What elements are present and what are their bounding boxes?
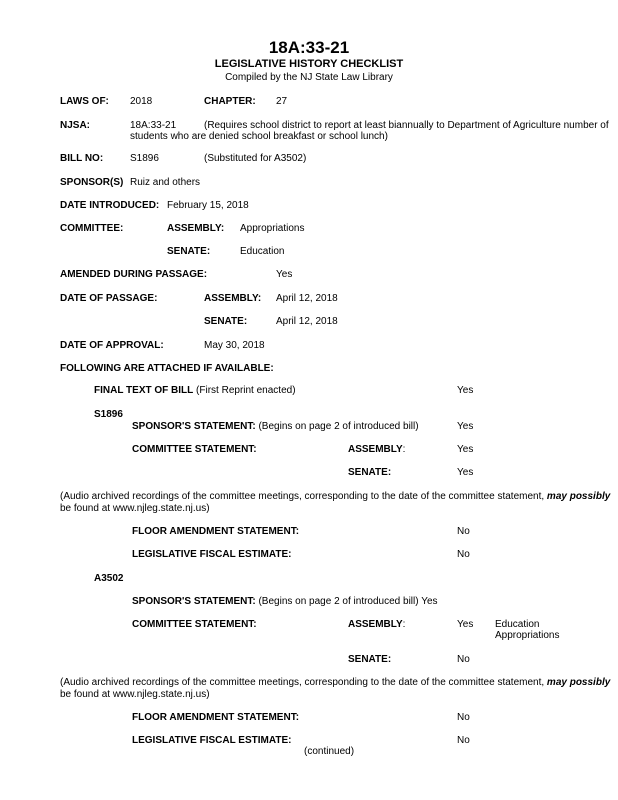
audio-note-1-emphasis: may possibly [546,491,611,502]
a3502-assembly-label: ASSEMBLY [348,619,403,630]
page-title: 18A:33-21 [268,38,350,57]
passage-senate-value: April 12, 2018 [276,316,338,327]
attached-heading: FOLLOWING ARE ATTACHED IF AVAILABLE: [60,363,274,374]
sponsors-label: SPONSOR(S) [60,177,124,188]
compiled-by: Compiled by the NJ State Law Library [225,72,393,83]
audio-note-2-line1 [60,677,610,688]
date-of-approval-label: DATE OF APPROVAL: [60,340,164,351]
passage-assembly-value: April 12, 2018 [276,293,338,304]
s1896-fiscal-value: No [457,549,470,560]
s1896-floor-label: FLOOR AMENDMENT STATEMENT: [132,526,300,537]
audio-note-1-line2: be found at www.njleg.state.nj.us) [60,503,210,514]
a3502-sponsor-note: (Begins on page 2 of introduced bill) [258,596,419,607]
a3502-sponsor-value: Yes [421,596,438,607]
s1896-assembly-value: Yes [457,444,474,455]
bill-no-note: (Substituted for A3502) [204,153,307,164]
final-text-row [94,385,296,396]
amended-label: AMENDED DURING PASSAGE: [60,269,208,280]
a3502-sponsor-row [132,596,438,607]
laws-of-value: 2018 [130,96,153,107]
final-text-label: FINAL TEXT OF BILL [94,385,194,396]
s1896-sponsor-note: (Begins on page 2 of introduced bill) [258,421,419,432]
a3502-assembly-row [348,619,405,630]
a3502-floor-label: FLOOR AMENDMENT STATEMENT: [132,712,300,723]
njsa-label: NJSA: [60,120,91,131]
a3502-sponsor-label: SPONSOR'S STATEMENT: [132,596,256,607]
a3502-floor-value: No [457,712,470,723]
s1896-heading: S1896 [94,409,123,420]
chapter-value: 27 [276,96,288,107]
njsa-description-1: (Requires school district to report at least biannually to Department of Agriculture number of [204,120,609,131]
bill-no-value: S1896 [130,153,159,164]
s1896-sponsor-label: SPONSOR'S STATEMENT: [132,421,256,432]
njsa-description-2: students who are denied school breakfast or school lunch) [130,131,388,142]
s1896-assembly-label: ASSEMBLY [348,444,403,455]
laws-of-label: LAWS OF: [60,96,109,107]
chapter-label: CHAPTER: [204,96,256,107]
a3502-assembly-value: Yes [457,619,474,630]
a3502-heading: A3502 [94,573,124,584]
audio-note-2-text: (Audio archived recordings of the committee meetings, corresponding to the date of the committee statement, [60,677,547,688]
a3502-senate-value: No [457,654,470,665]
audio-note-1-text: (Audio archived recordings of the committee meetings, corresponding to the date of the committee statement, [60,491,547,502]
s1896-assembly-row [348,444,405,455]
amended-value: Yes [276,269,293,280]
final-text-value: Yes [457,385,474,396]
a3502-assembly-committee-2: Appropriations [495,630,560,641]
s1896-senate-label: SENATE: [348,467,392,478]
committee-senate-label: SENATE: [167,246,211,257]
committee-assembly-value: Appropriations [240,223,305,234]
passage-senate-label: SENATE: [204,316,248,327]
audio-note-1-line1 [60,491,610,502]
date-of-approval-value: May 30, 2018 [204,340,265,351]
s1896-committee-label: COMMITTEE STATEMENT: [132,444,257,455]
sponsors-value: Ruiz and others [130,177,201,188]
continued-note: (continued) [304,746,355,757]
date-of-passage-label: DATE OF PASSAGE: [60,293,158,304]
committee-label: COMMITTEE: [60,223,124,234]
s1896-assembly-colon: : [402,444,406,455]
audio-note-2-line2: be found at www.njleg.state.nj.us) [60,689,210,700]
a3502-senate-label: SENATE: [348,654,392,665]
a3502-committee-label: COMMITTEE STATEMENT: [132,619,257,630]
s1896-sponsor-value: Yes [457,421,474,432]
njsa-value: 18A:33-21 [130,120,177,131]
bill-no-label: BILL NO: [60,153,104,164]
date-introduced-value: February 15, 2018 [167,200,249,211]
a3502-assembly-colon: : [402,619,406,630]
audio-note-2-emphasis: may possibly [546,677,611,688]
s1896-sponsor-row [132,421,419,432]
checklist-title: LEGISLATIVE HISTORY CHECKLIST [214,58,404,70]
s1896-senate-value: Yes [457,467,474,478]
final-text-note: (First Reprint enacted) [196,385,296,396]
a3502-fiscal-value: No [457,735,470,746]
s1896-floor-value: No [457,526,470,537]
passage-assembly-label: ASSEMBLY: [204,293,262,304]
a3502-fiscal-label: LEGISLATIVE FISCAL ESTIMATE: [132,735,292,746]
a3502-assembly-committee-1: Education [495,619,540,630]
committee-assembly-label: ASSEMBLY: [167,223,225,234]
committee-senate-value: Education [240,246,285,257]
date-introduced-label: DATE INTRODUCED: [60,200,160,211]
s1896-fiscal-label: LEGISLATIVE FISCAL ESTIMATE: [132,549,292,560]
